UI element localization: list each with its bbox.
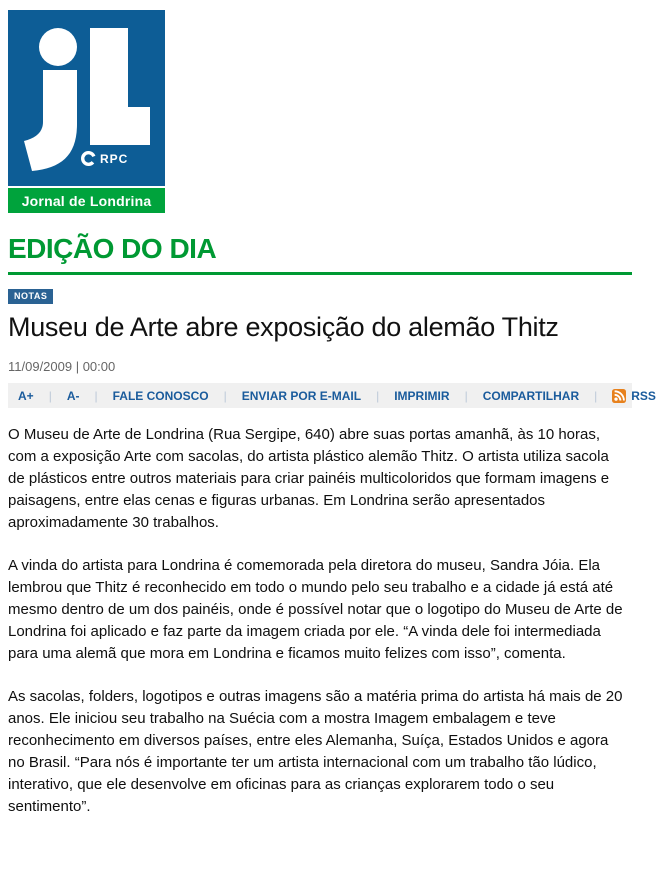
- article-body: [8, 424, 624, 818]
- toolbar-separator: |: [223, 388, 227, 403]
- article-toolbar: [8, 383, 656, 408]
- contact-link[interactable]: FALE CONOSCO: [112, 388, 209, 403]
- rpc-label: RPC: [100, 151, 129, 166]
- section-title: EDIÇÃO DO DIA: [8, 233, 217, 264]
- rss-link[interactable]: [612, 389, 656, 403]
- jl-logo[interactable]: [8, 10, 165, 186]
- rss-icon: [612, 389, 626, 403]
- font-decrease-button[interactable]: A-: [66, 388, 80, 403]
- rpc-mark: [80, 150, 128, 167]
- article-paragraph: As sacolas, folders, logotipos e outras imagens são a matéria prima do artista há mais de 20 anos. Ele iniciou seu trabalho na Suécia com a mostra Imagem embalagem e teve reconhecimento em diversos países, entre eles Alemanha, Suíça, Estados Unidos e agora no Brasil. “Para nós é importante ter um artista internacional com um trabalho tão lúdico, interativo, que ele desenvolve em oficinas para as crianças explorarem todo o seu sentimento”.: [8, 688, 623, 815]
- masthead[interactable]: [8, 10, 624, 213]
- toolbar-separator: |: [594, 388, 598, 403]
- toolbar-separator: |: [48, 388, 52, 403]
- logo-banner-label: Jornal de Londrina: [21, 192, 152, 209]
- category-badge[interactable]: NOTAS: [8, 289, 53, 304]
- share-link[interactable]: COMPARTILHAR: [482, 388, 580, 403]
- toolbar-separator: |: [464, 388, 468, 403]
- rpc-ring-icon: [80, 150, 97, 167]
- font-increase-button[interactable]: A+: [18, 388, 34, 403]
- toolbar-separator: |: [94, 388, 98, 403]
- article-date: 11/09/2009 | 00:00: [8, 359, 116, 374]
- section-divider: [8, 272, 632, 275]
- send-email-link[interactable]: ENVIAR POR E-MAIL: [241, 388, 362, 403]
- article-paragraph: O Museu de Arte de Londrina (Rua Sergipe, 640) abre suas portas amanhã, às 10 horas, com a exposição Arte com sacolas, do artista plástico alemão Thitz. O artista utiliza sacola de plásticos entre outros materiais para criar painéis multicoloridos que formam imagens e paisagens, entre elas cenas e figuras urbanas. Em Londrina serão apresentados aproximadamente 30 trabalhos.: [8, 426, 610, 531]
- toolbar-separator: |: [376, 388, 380, 403]
- rss-label: RSS: [631, 388, 656, 403]
- article-paragraph: A vinda do artista para Londrina é comemorada pela diretora do museu, Sandra Jóia. Ela lembrou que Thitz é reconhecido em todo o mundo pelo seu trabalho e a cidade já está até mesmo dentro de um dos painéis, onde é possível notar que o logotipo do Museu de Arte de Londrina foi aplicado e faz parte da imagem criada por ele. “A vinda dele foi intermediada para uma alemã que mora em Londrina e ficamos muito felizes com isso”, comenta.: [8, 557, 623, 662]
- print-link[interactable]: IMPRIMIR: [394, 388, 450, 403]
- logo-banner: [8, 188, 165, 213]
- article-title: Museu de Arte abre exposição do alemão Thitz: [8, 312, 559, 342]
